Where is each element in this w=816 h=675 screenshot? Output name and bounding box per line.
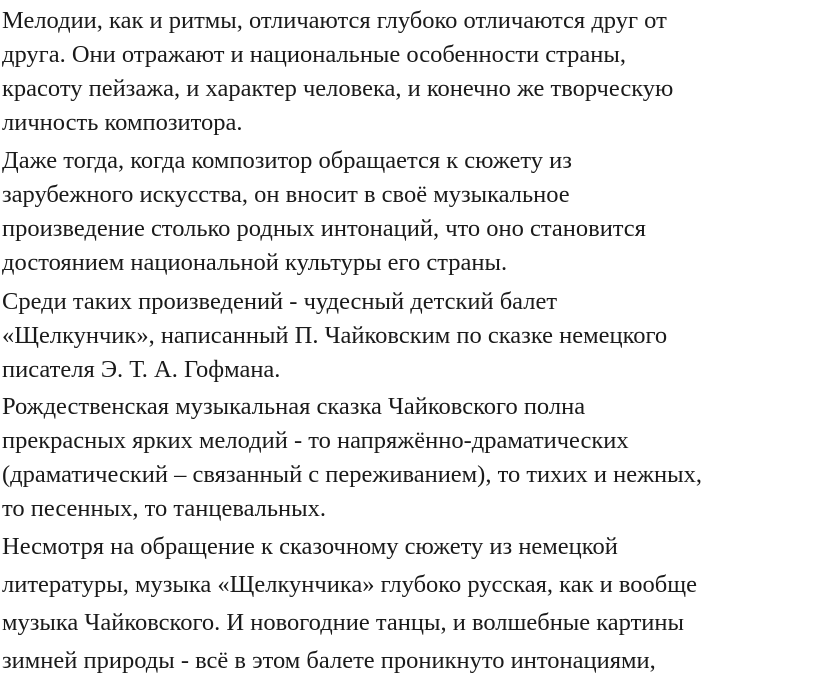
text-line: Рождественская музыкальная сказка Чайковского полна <box>2 393 586 420</box>
text-line: друга. Они отражают и национальные особенности страны, <box>2 41 626 68</box>
text-line: Несмотря на обращение к сказочному сюжету из немецкой <box>2 533 618 560</box>
text-line: (драматический – связанный с переживанием), то тихих и нежных, <box>2 461 702 488</box>
text-line: «Щелкунчик», написанный П. Чайковским по сказке немецкого <box>2 322 668 349</box>
paragraph-foreign-subject <box>2 144 814 280</box>
paragraph-russian-music <box>2 528 814 675</box>
text-line: писателя Э. Т. А. Гофмана. <box>2 356 281 383</box>
text-line: достоянием национальной культуры его страны. <box>2 249 508 276</box>
paragraph-christmas-tale <box>2 390 814 526</box>
text-line: личность композитора. <box>2 109 243 136</box>
text-line: литературы, музыка «Щелкунчика» глубоко русская, как и вообще <box>2 571 697 598</box>
text-line: зимней природы - всё в этом балете проникнуто интонациями, <box>2 647 656 674</box>
text-line: Даже тогда, когда композитор обращается к сюжету из <box>2 147 572 174</box>
text-line: музыка Чайковского. И новогодние танцы, и волшебные картины <box>2 609 684 636</box>
text-line: зарубежного искусства, он вносит в своё музыкальное <box>2 181 570 208</box>
text-line: Мелодии, как и ритмы, отличаются глубоко отличаются друг от <box>2 7 667 34</box>
text-line: произведение столько родных интонаций, что оно становится <box>2 215 646 242</box>
text-line: прекрасных ярких мелодий - то напряжённо-драматических <box>2 427 629 454</box>
paragraph-melodies <box>2 4 814 140</box>
text-line: красоту пейзажа, и характер человека, и конечно же творческую <box>2 75 674 102</box>
paragraph-nutcracker <box>2 285 814 387</box>
text-line: Среди таких произведений - чудесный детский балет <box>2 288 558 315</box>
text-line: то песенных, то танцевальных. <box>2 495 327 522</box>
